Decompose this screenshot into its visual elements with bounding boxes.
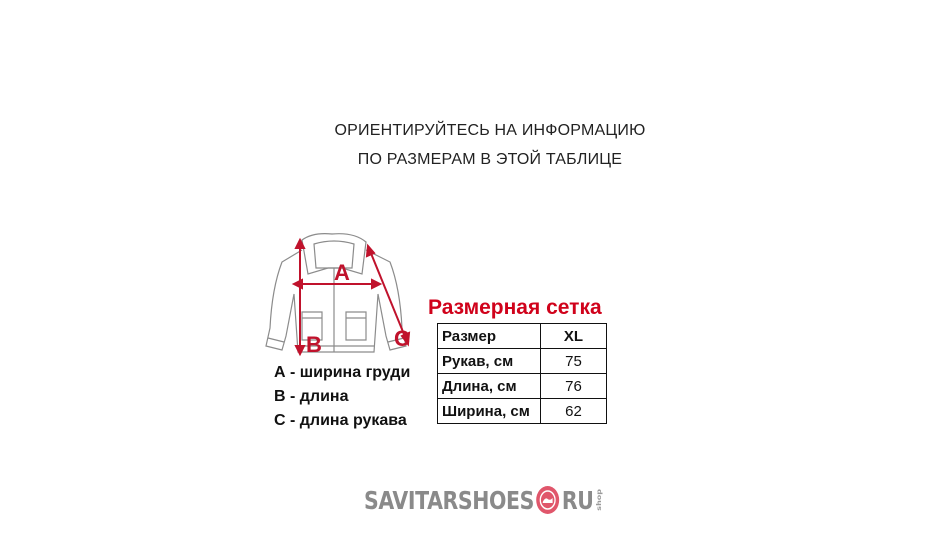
header-xl: XL [541, 324, 607, 349]
table-header-row [438, 324, 607, 349]
shoe-circle-icon [536, 485, 561, 515]
row-value: 76 [541, 374, 607, 399]
logo-text-right: RU [561, 485, 594, 515]
size-table [437, 323, 607, 424]
heading-line-2: ПО РАЗМЕРАМ В ЭТОЙ ТАБЛИЦЕ [357, 151, 623, 168]
size-grid-title: Размерная сетка [428, 296, 602, 319]
logo-text-left: SAVITARSHOES [364, 485, 534, 515]
row-label: Длина, см [438, 374, 541, 399]
row-value: 75 [541, 349, 607, 374]
heading-line-1: ОРИЕНТИРУЙТЕСЬ НА ИНФОРМАЦИЮ [334, 122, 646, 139]
label-c: C [394, 326, 410, 351]
legend-c: С - длина рукава [274, 412, 407, 429]
brand-logo [364, 482, 602, 518]
label-a: A [334, 260, 350, 285]
legend-a: А - ширина груди [274, 364, 411, 381]
table-row [438, 374, 607, 399]
jacket-outline-icon [266, 234, 406, 352]
table-row [438, 349, 607, 374]
label-b: B [306, 332, 322, 357]
row-label: Рукав, см [438, 349, 541, 374]
legend-b: В - длина [274, 388, 349, 405]
logo-small-text: shop [595, 489, 603, 511]
jacket-diagram [258, 228, 418, 360]
table-row [438, 399, 607, 424]
row-label: Ширина, см [438, 399, 541, 424]
row-value: 62 [541, 399, 607, 424]
header-size: Размер [438, 324, 541, 349]
